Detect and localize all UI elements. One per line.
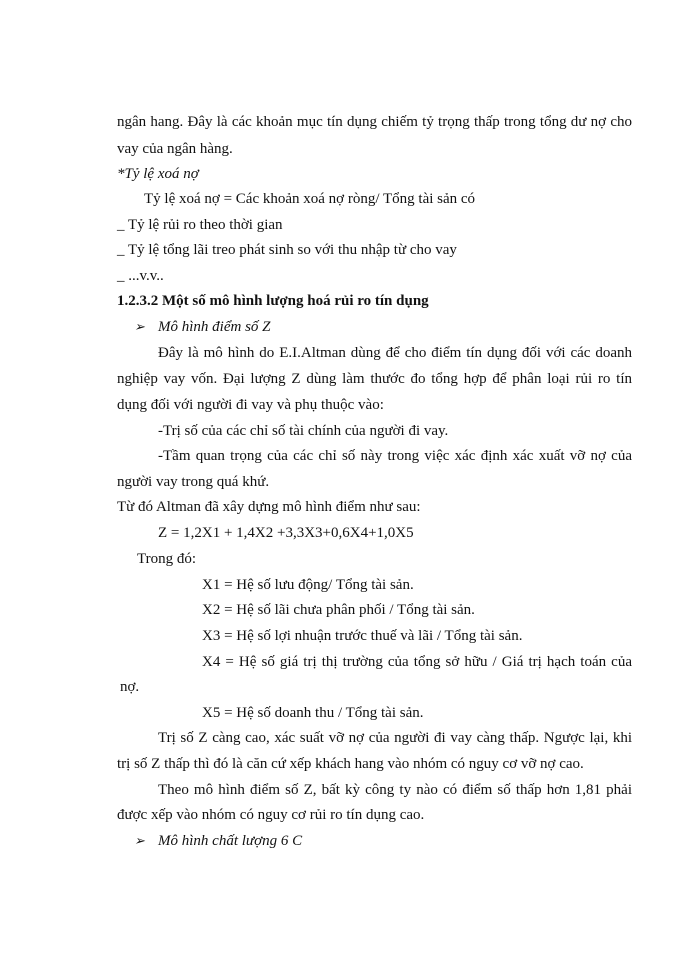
paragraph-line: người vay trong quá khứ.: [117, 474, 270, 490]
paragraph-line: Từ đó Altman đã xây dựng mô hình điểm như sau:: [117, 499, 421, 515]
paragraph-line: Trong đó:: [137, 551, 197, 567]
paragraph-line: -Tầm quan trọng của các chỉ số này trong việc xác định xác xuất vỡ nợ của: [158, 448, 632, 464]
bullet-heading-label: Mô hình điểm số Z: [158, 319, 271, 335]
bullet-heading-z-score: [134, 317, 271, 337]
paragraph-line: Trị số Z càng cao, xác suất vỡ nợ của người đi vay càng thấp. Ngược lại, khi: [158, 730, 632, 746]
bullet-heading-6c-model: [134, 831, 302, 851]
paragraph-line: dụng đối với người đi vay và phụ thuộc vào:: [117, 397, 384, 413]
formula-write-off-ratio: Tỷ lệ xoá nợ = Các khoản xoá nợ ròng/ Tổng tài sản có: [144, 191, 476, 207]
arrow-bullet-icon: ➢: [134, 319, 145, 334]
variable-definition: X4 = Hệ số giá trị thị trường của tổng sở hữu / Giá trị hạch toán của: [202, 654, 632, 670]
variable-definition-continued: nợ.: [120, 679, 140, 695]
paragraph-line: ngân hang. Đây là các khoản mục tín dụng chiếm tỷ trọng thấp trong tổng dư nợ cho: [117, 114, 632, 130]
variable-definition: X5 = Hệ số doanh thu / Tổng tài sản.: [202, 705, 424, 721]
list-item: _ Tỷ lệ rủi ro theo thời gian: [117, 217, 283, 233]
section-heading: 1.2.3.2 Một số mô hình lượng hoá rủi ro tín dụng: [117, 293, 429, 309]
paragraph-line: nghiệp vay vốn. Đại lượng Z dùng làm thước đo tổng hợp để phân loại rủi ro tín: [117, 371, 632, 387]
paragraph-line: -Trị số của các chỉ số tài chính của người đi vay.: [158, 423, 449, 439]
variable-definition: X1 = Hệ số lưu động/ Tổng tài sản.: [202, 577, 414, 593]
bullet-heading-label: Mô hình chất lượng 6 C: [158, 833, 303, 849]
arrow-bullet-icon: ➢: [134, 833, 145, 848]
paragraph-line: trị số Z thấp thì đó là căn cứ xếp khách hang vào nhóm có nguy cơ vỡ nợ cao.: [117, 756, 584, 772]
formula-z-score: Z = 1,2X1 + 1,4X2 +3,3X3+0,6X4+1,0X5: [158, 525, 414, 541]
paragraph-line: Theo mô hình điểm số Z, bất kỳ công ty nào có điểm số thấp hơn 1,81 phải: [158, 782, 632, 798]
subheading-write-off-ratio: *Tỷ lệ xoá nợ: [117, 166, 199, 182]
variable-definition: X3 = Hệ số lợi nhuận trước thuế và lãi / Tổng tài sản.: [202, 628, 523, 644]
list-item: _ Tỷ lệ tổng lãi treo phát sinh so với thu nhập từ cho vay: [117, 242, 457, 258]
paragraph-line: vay của ngân hàng.: [117, 141, 233, 157]
paragraph-line: Đây là mô hình do E.I.Altman dùng để cho điểm tín dụng đối với các doanh: [158, 345, 632, 361]
paragraph-line: được xếp vào nhóm có nguy cơ rủi ro tín dụng cao.: [117, 807, 425, 823]
list-item: _ ...v.v..: [117, 268, 164, 284]
variable-definition: X2 = Hệ số lãi chưa phân phối / Tổng tài sản.: [202, 602, 475, 618]
